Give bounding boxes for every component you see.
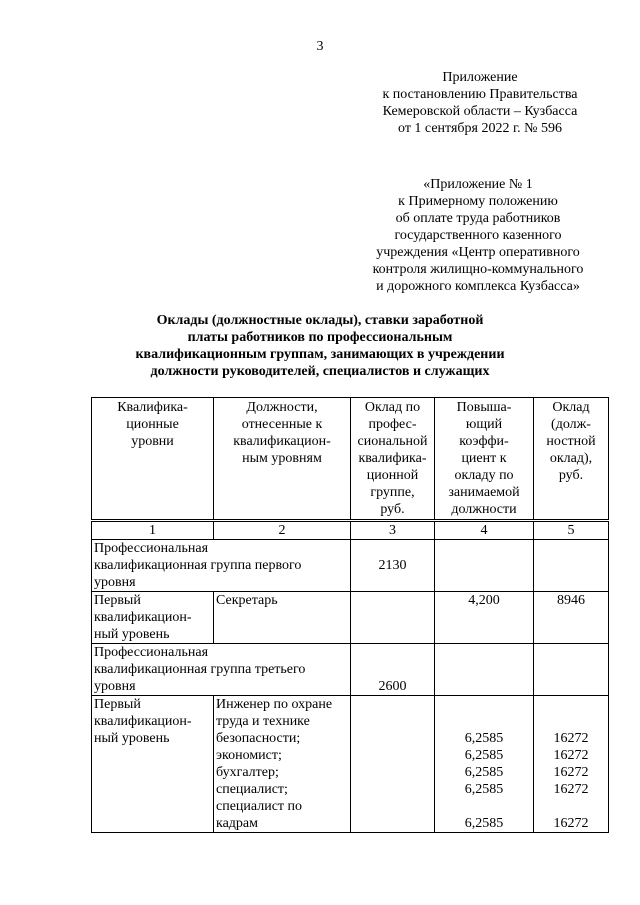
appendix-one-line: «Приложение № 1 (423, 177, 533, 192)
header-group-salary: Оклад по профес- сиональной квалифика- ционной группе, руб. (351, 398, 435, 521)
group-salary-cell: 2130 (351, 540, 435, 592)
column-number: 3 (351, 521, 435, 540)
coefficient-cell: 4,200 (435, 592, 534, 644)
table-row (92, 696, 609, 833)
title-line: квалификационным группам, занимающих в учреждении (135, 347, 505, 362)
column-numbers-row (92, 521, 609, 540)
appendix-one-line: к Примерному положению (398, 194, 558, 209)
header-qualification-levels: Квалифика- ционные уровни (92, 398, 214, 521)
salaries-list-cell: 16272 16272 16272 16272 16272 (534, 696, 609, 833)
column-number: 4 (435, 521, 534, 540)
appendix-main-line: от 1 сентября 2022 г. № 596 (398, 121, 562, 136)
empty-cell (351, 696, 435, 833)
qualification-level-cell: Первый квалификацион- ный уровень (92, 696, 214, 833)
appendix-one-line: контроля жилищно-коммунального (372, 262, 584, 277)
salary-cell: 8946 (534, 592, 609, 644)
table-header-row (92, 398, 609, 521)
appendix-main-line: Кемеровской области – Кузбасса (382, 104, 578, 119)
appendix-one-line: учреждения «Центр оперативного (376, 245, 580, 260)
coefficients-list-cell: 6,2585 6,2585 6,2585 6,2585 6,2585 (435, 696, 534, 833)
header-coefficient: Повыша- ющий коэффи- циент к окладу по занимаемой должности (435, 398, 534, 521)
page-number: 3 (316, 39, 324, 54)
table-row (92, 592, 609, 644)
appendix-one-block (358, 176, 598, 295)
group-salary-cell: 2600 (351, 644, 435, 696)
empty-cell (435, 540, 534, 592)
appendix-main-block (360, 69, 600, 137)
empty-cell (435, 644, 534, 696)
table-row-group-third-level (92, 644, 609, 696)
title-line: платы работников по профессиональным (187, 330, 453, 345)
position-cell: Секретарь (214, 592, 351, 644)
empty-cell (351, 592, 435, 644)
title-line: Оклады (должностные оклады), ставки заработной (156, 313, 484, 328)
group-name-cell: Профессиональная квалификационная группа первого уровня (92, 540, 351, 592)
column-number: 5 (534, 521, 609, 540)
salary-table (91, 397, 609, 833)
empty-cell (534, 644, 609, 696)
appendix-one-line: об оплате труда работников (395, 211, 561, 226)
qualification-level-cell: Первый квалификацион- ный уровень (92, 592, 214, 644)
appendix-main-line: к постановлению Правительства (382, 87, 578, 102)
column-number: 1 (92, 521, 214, 540)
group-name-cell: Профессиональная квалификационная группа третьего уровня (92, 644, 351, 696)
table-row-group-first-level (92, 540, 609, 592)
header-position-salary: Оклад (долж- ностной оклад), руб. (534, 398, 609, 521)
appendix-one-line: и дорожного комплекса Кузбасса» (376, 279, 580, 294)
empty-cell (534, 540, 609, 592)
appendix-one-line: государственного казенного (394, 228, 562, 243)
column-number: 2 (214, 521, 351, 540)
document-title (100, 312, 540, 380)
appendix-main-line: Приложение (442, 70, 518, 85)
header-positions: Должности, отнесенные к квалификацион- ным уровням (214, 398, 351, 521)
positions-list-cell: Инженер по охране труда и технике безопасности; экономист; бухгалтер; специалист; специалист по кадрам (214, 696, 351, 833)
title-line: должности руководителей, специалистов и служащих (150, 364, 490, 379)
